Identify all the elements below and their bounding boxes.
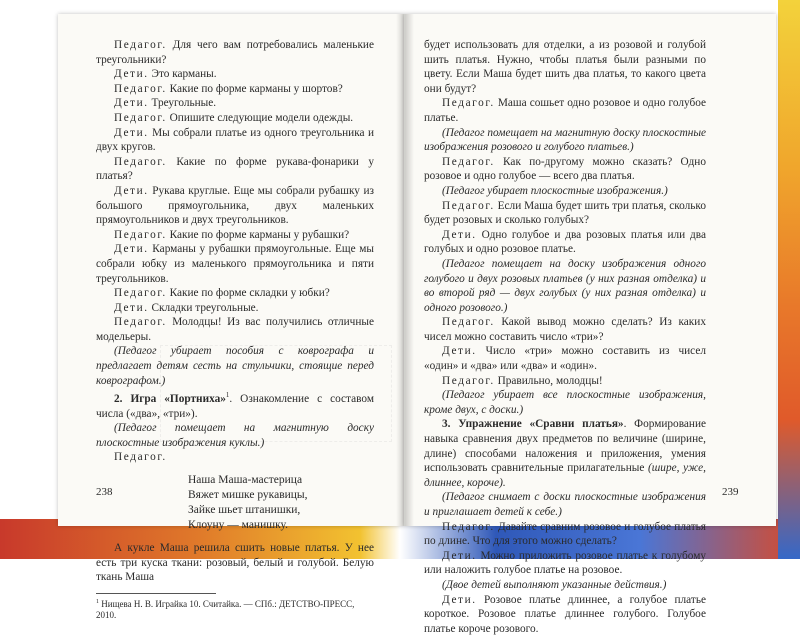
speaker-line: Педагог. xyxy=(114,451,167,464)
right-page-text xyxy=(424,38,706,636)
dialogue-line: Дети. Розовое платье длиннее, а голубое платье короткое. Розовое платье длиннее голубого. Голубое платье короче розового. xyxy=(424,593,706,635)
page-number-right: 239 xyxy=(722,486,739,498)
dialogue-line: Педагог. Какие по форме складки у юбки? xyxy=(114,287,330,300)
poem-line: Наша Маша-мастерица xyxy=(188,473,303,486)
dialogue-line: Дети. Можно приложить розовое платье к голубому или наложить голубое платье на розовое. xyxy=(424,549,707,577)
stage-note: (Педагог помещает на доску изображения одного голубого и двух розовых платьев (у них разная отделка) и во второй ряд — двух голубых (у них разная отделка) и одного розового.) xyxy=(424,257,706,314)
page-number-left: 238 xyxy=(96,486,113,498)
stage-note: (Двое детей выполняют указанные действия.) xyxy=(442,578,667,591)
section-heading: 3. Упражнение «Сравни платья». Формирование навыка сравнения двух предметов по величине (ширине, длине) способами наложения и приложения, умения использовать сравнительные прилагательные (шире, уже, длиннее, короче). xyxy=(424,418,707,489)
poem xyxy=(188,473,374,533)
dialogue-line: Педагог. Какие по форме рукава-фонарики у платья? xyxy=(96,155,374,183)
stage-note: (Педагог убирает пособия с коврографа и предлагает детям сесть на стульчики, стоящие перед коврографом.) xyxy=(96,345,374,387)
poem-line: Зайке шьет штанишки, xyxy=(188,503,301,516)
stage-note: (Педагог снимает с доски плоскостные изображения и приглашает детей к себе.) xyxy=(424,491,706,518)
poem-line: Клоуну — манишку. xyxy=(188,518,288,531)
dialogue-line: Педагог. Правильно, молодцы! xyxy=(442,374,603,387)
dialogue-line: Педагог. Если Маша будет шить три платья, сколько будет розовых и сколько голубых? xyxy=(424,199,706,227)
footnote: $^1$ Нищева Н. В. Играйка 10. Считайка. — СПб.: ДЕТСТВО-ПРЕСС, 2010. xyxy=(96,598,355,620)
body-paragraph: А кукле Маша решила сшить новые платья. У нее есть три куска ткани: розовый, белый и голубой. Белую ткань Маша xyxy=(96,541,374,584)
stage-note: (Педагог помещает на магнитную доску плоскостные изображения куклы.) xyxy=(96,422,374,449)
dialogue-line: Педагог. Молодцы! Из вас получились отличные модельеры. xyxy=(96,316,375,343)
dialogue-line: Педагог. Для чего вам потребовались маленькие треугольники? xyxy=(96,39,374,66)
left-page-text xyxy=(96,38,374,621)
stage-note: (Педагог убирает плоскостные изображения.) xyxy=(442,184,668,197)
dialogue-line: Дети. Число «три» можно составить из чисел «один» и «два» или «два» и «один». xyxy=(424,345,706,373)
dialogue-line: Педагог. Опишите следующие модели одежды. xyxy=(114,111,354,124)
dialogue-line: Педагог. Маша сошьет одно розовое и одно голубое платье. xyxy=(424,97,706,124)
stage-note: (Педагог убирает все плоскостные изображения, кроме двух, с доски.) xyxy=(424,389,706,416)
book-cover-side xyxy=(778,0,800,559)
dialogue-line: Дети. Рукава круглые. Еще мы собрали рубашку из большого прямоугольника, двух маленьких прямоугольников и двух треугольников. xyxy=(96,184,375,227)
dialogue-line: Педагог. Как по-другому можно сказать? Одно розовое и одно голубое — всего два платья. xyxy=(424,155,707,183)
poem-line: Вяжет мишке рукавицы, xyxy=(188,488,308,501)
book-gutter xyxy=(396,14,414,526)
dialogue-line: Дети. Это карманы. xyxy=(114,68,217,81)
dialogue-line: Педагог. Давайте сравним розовое и голубое платья по длине. Что для этого можно сделать? xyxy=(424,520,706,548)
dialogue-line: Дети. Складки треугольные. xyxy=(114,301,259,314)
dialogue-line: Дети. Одно голубое и два розовых платья или два голубых и одно розовое платье. xyxy=(424,228,707,256)
dialogue-line: Дети. Треугольные. xyxy=(114,97,217,110)
dialogue-line: Педагог. Какие по форме карманы у рубашки? xyxy=(114,228,350,241)
dialogue-line: Педагог. Какой вывод можно сделать? Из каких чисел можно составить число «три»? xyxy=(424,316,706,343)
dialogue-line: Педагог. Какие по форме карманы у шортов? xyxy=(114,82,343,95)
dialogue-line: Дети. Карманы у рубашки прямоугольные. Еще мы собрали юбку из маленького прямоугольника и пяти треугольников. xyxy=(96,243,374,285)
body-paragraph: будет использовать для отделки, а из розовой и голубой шить платья. Нужно, чтобы платья были разными по цвету. Если Маша будет шить два платья, то какого цвета они будут? xyxy=(424,39,706,95)
footnote-divider xyxy=(96,593,216,594)
dialogue-line: Дети. Мы собрали платье из одного треугольника и двух кругов. xyxy=(96,126,374,154)
stage-note: (Педагог помещает на магнитную доску плоскостные изображения розового и голубого платьев.) xyxy=(424,126,706,154)
section-heading: 2. Игра «Портниха»$^1$. Ознакомление с составом числа («два», «три»). xyxy=(96,391,374,420)
